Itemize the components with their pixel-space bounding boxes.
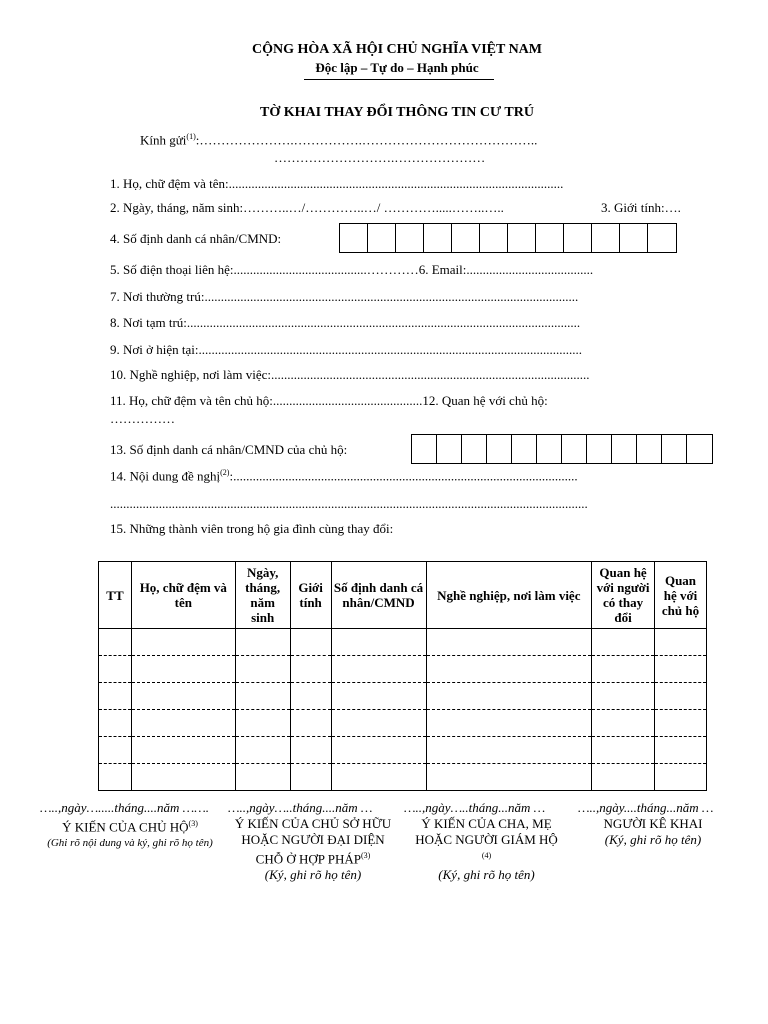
- signature-declarant: [578, 800, 728, 848]
- signature-household-head: [40, 800, 220, 851]
- signature-title: Ý KIẾN CỦA CHỦ HỘ: [62, 819, 189, 835]
- field-birth-date[interactable]: 2. Ngày, tháng, năm sinh:………..…/…………..…/ ………….....……..…..: [110, 200, 504, 215]
- table-row[interactable]: [99, 737, 707, 764]
- signature-sup: (3): [361, 851, 371, 860]
- form-title: TỜ KHAI THAY ĐỔI THÔNG TIN CƯ TRÚ: [260, 105, 534, 120]
- recipient-sup: (1): [186, 132, 196, 141]
- field-request-content[interactable]: [110, 468, 578, 484]
- field-phone-email[interactable]: 5. Số điện thoại liên hệ:.........................................…………6. Email:.......................................: [110, 262, 594, 277]
- col-gender: Giới tính: [290, 562, 331, 629]
- nation-heading: CỘNG HÒA XÃ HỘI CHỦ NGHĨA VIỆT NAM: [251, 42, 542, 57]
- table-row[interactable]: [99, 683, 707, 710]
- motto: Độc lập – Tự do – Hạnh phúc: [315, 60, 479, 75]
- signature-sup: (4): [481, 851, 492, 860]
- signature-note: (Ký, ghi rõ họ tên): [438, 867, 535, 883]
- signature-note: (Ký, ghi rõ họ tên): [264, 867, 362, 883]
- signature-title: NGƯỜI KÊ KHAI: [603, 816, 703, 831]
- signature-title: Ý KIẾN CỦA CHỦ SỞ HỮU HOẶC NGƯỜI ĐẠI DIỆN CHỖ Ở HỢP PHÁP: [234, 816, 392, 867]
- recipient-dots-2[interactable]: ……………………….…………………: [274, 150, 486, 165]
- table-row[interactable]: [99, 656, 707, 683]
- col-relation-head: Quan hệ với chủ hộ: [655, 562, 707, 629]
- signature-owner: [228, 800, 398, 883]
- table-row[interactable]: [99, 764, 707, 791]
- col-relation-person: Quan hệ với người có thay đổi: [592, 562, 655, 629]
- request-dots[interactable]: :..........................................................................................................: [229, 468, 578, 484]
- signature-sup: (3): [188, 819, 198, 828]
- recipient-line: [140, 132, 537, 148]
- field-request-dots-2[interactable]: ...................................................................................................................................................: [110, 496, 588, 511]
- members-table: [98, 561, 707, 791]
- signature-date[interactable]: …..,ngày…..tháng....năm …: [228, 800, 373, 815]
- col-occupation: Nghề nghiệp, nơi làm việc: [426, 562, 592, 629]
- field-full-name[interactable]: 1. Họ, chữ đệm và tên:.......................................................................................................: [110, 176, 564, 191]
- col-id-number: Số định danh cá nhân/CMND: [331, 562, 426, 629]
- head-id-number-boxes[interactable]: [411, 434, 713, 464]
- field-permanent-residence[interactable]: 7. Nơi thường trú:...................................................................................................................: [110, 289, 579, 304]
- field-current-residence[interactable]: 9. Nơi ở hiện tại:......................................................................................................................: [110, 342, 582, 357]
- field-members-heading: 15. Những thành viên trong hộ gia đình cùng thay đổi:: [110, 521, 394, 536]
- field-occupation[interactable]: 10. Nghề nghiệp, nơi làm việc:..................................................................................................: [110, 367, 590, 382]
- field-relation-dots[interactable]: ……………: [110, 411, 175, 426]
- col-full-name: Họ, chữ đệm và tên: [131, 562, 235, 629]
- recipient-label: Kính gửi: [140, 132, 187, 148]
- signature-date[interactable]: …..,ngày….....tháng....năm …….: [40, 800, 210, 815]
- col-birth-date: Ngày, tháng, năm sinh: [235, 562, 290, 629]
- signature-title: Ý KIẾN CỦA CHA, MẸ HOẶC NGƯỜI GIÁM HỘ: [415, 816, 558, 847]
- request-label: 14. Nội dung đề nghị: [110, 468, 221, 484]
- field-gender[interactable]: 3. Giới tính:….: [601, 200, 681, 215]
- field-head-id-label: 13. Số định danh cá nhân/CMND của chủ hộ:: [110, 442, 348, 457]
- field-id-label: 4. Số định danh cá nhân/CMND:: [110, 231, 282, 246]
- field-household-head[interactable]: 11. Họ, chữ đệm và tên chủ hộ:..............................................12. Quan hệ với chủ hộ:: [110, 393, 548, 408]
- signature-note: (Ghi rõ nội dung và ký, ghi rõ họ tên): [47, 837, 213, 850]
- signature-guardian: [404, 800, 569, 883]
- table-row[interactable]: [99, 629, 707, 656]
- motto-underline: [304, 79, 494, 80]
- id-number-boxes[interactable]: [339, 223, 677, 253]
- table-header-row: [99, 562, 707, 629]
- table-row[interactable]: [99, 710, 707, 737]
- col-tt: TT: [99, 562, 132, 629]
- recipient-dots[interactable]: :………………….…………….…………………………………..: [195, 132, 538, 148]
- field-temporary-residence[interactable]: 8. Nơi tạm trú:.........................................................................................................................: [110, 315, 581, 330]
- signature-note: (Ký, ghi rõ họ tên): [604, 832, 702, 847]
- signature-date[interactable]: …..,ngày....tháng...năm …: [578, 800, 714, 815]
- signature-date[interactable]: …..,ngày…..tháng...năm …: [404, 800, 546, 815]
- request-sup: (2): [220, 468, 230, 477]
